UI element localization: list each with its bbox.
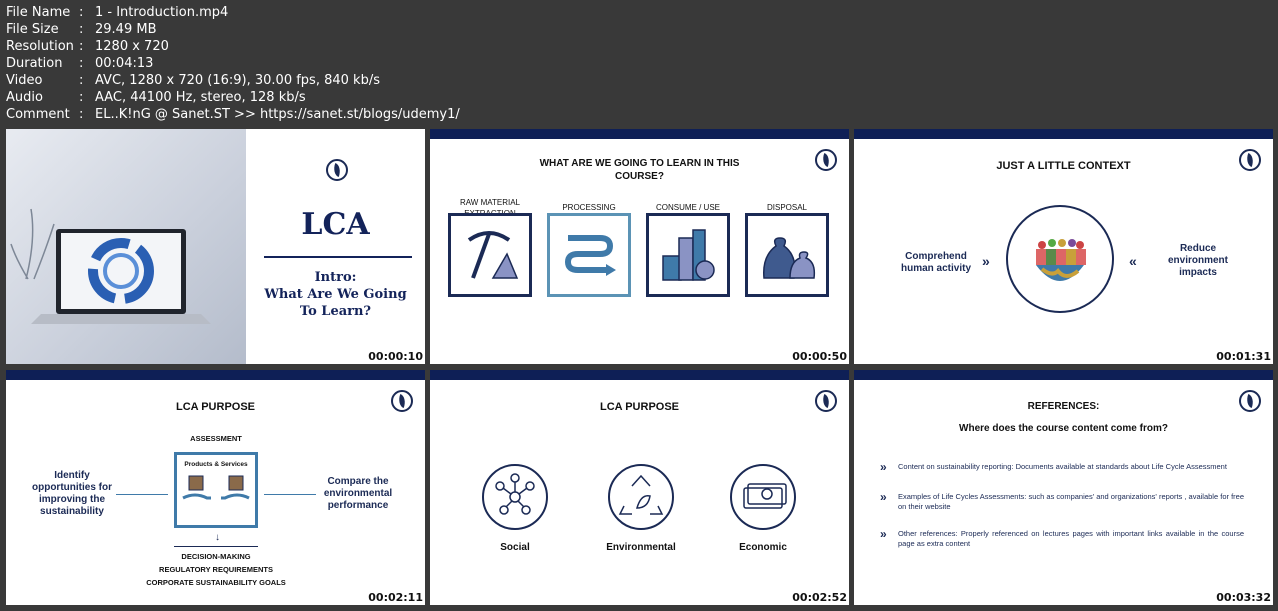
right-caption: Compare the environmental performance — [323, 476, 393, 511]
thumbnail-2[interactable] — [430, 129, 849, 364]
recycle-leaf-icon — [610, 466, 672, 528]
money-icon — [732, 466, 794, 528]
meta-value: 00:04:13 — [95, 56, 154, 71]
meta-row — [6, 89, 460, 106]
laptop-icon — [6, 129, 246, 364]
meta-row — [6, 55, 460, 72]
slide-title: WHAT ARE WE GOING TO LEARN IN THIS COURSE? — [539, 158, 740, 182]
economic-circle — [730, 464, 796, 530]
meta-key: Audio — [6, 90, 43, 105]
chevron-left-icon: « — [1129, 253, 1137, 269]
meta-key: Resolution — [6, 39, 74, 54]
thumbnail-5[interactable] — [430, 370, 849, 605]
network-people-icon — [484, 466, 546, 528]
timestamp: 00:02:52 — [792, 591, 847, 604]
reference-text: Other references: Properly referenced on lectures pages with important links available in the course page as extra content — [898, 529, 1244, 548]
regulatory-label: REGULATORY REQUIREMENTS — [159, 565, 273, 574]
thumbnail-6[interactable] — [854, 370, 1273, 605]
meta-sep: : — [79, 56, 84, 71]
left-caption: Comprehend human activity — [900, 251, 972, 274]
reference-item — [880, 492, 1250, 512]
thumbnail-1[interactable] — [6, 129, 425, 364]
left-caption: Identify opportunities for improving the sustainability — [32, 470, 112, 517]
arrow-left-icon — [264, 494, 316, 495]
slide-subtitle: Intro: What Are We Going To Learn? — [264, 270, 407, 319]
timestamp: 00:00:10 — [368, 350, 423, 363]
thumbnail-4[interactable] — [6, 370, 425, 605]
environmental-label: Environmental — [606, 542, 676, 553]
chevron-right-icon: » — [880, 460, 887, 474]
raw-material-box — [448, 213, 532, 297]
processing-box — [547, 213, 631, 297]
meta-sep: : — [79, 5, 84, 20]
top-bar — [6, 370, 425, 380]
slide-subtitle: Where does the course content come from? — [959, 423, 1168, 434]
top-bar — [430, 129, 849, 139]
meta-row — [6, 106, 460, 123]
timestamp: 00:03:32 — [1216, 591, 1271, 604]
stage-label: CONSUME / USE — [655, 203, 720, 212]
timestamp: 00:02:11 — [368, 591, 423, 604]
meta-value: EL..K!nG @ Sanet.ST >> https://sanet.st/blogs/udemy1/ — [95, 107, 460, 122]
economic-label: Economic — [739, 542, 787, 553]
meta-key: File Size — [6, 22, 59, 37]
laptop-photo — [6, 129, 246, 364]
meta-sep: : — [79, 73, 84, 88]
title-panel — [246, 129, 425, 364]
consume-box — [646, 213, 730, 297]
meta-row — [6, 21, 460, 38]
meta-key: Comment — [6, 107, 70, 122]
bottom-divider — [174, 546, 258, 547]
meta-row — [6, 72, 460, 89]
reference-text: Examples of Life Cycles Assessments: such as companies' and organizations' reports , available for free on their website — [898, 492, 1244, 511]
slide-title: LCA PURPOSE — [599, 401, 680, 413]
stage-label: RAW MATERIAL EXTRACTION — [459, 198, 520, 218]
meta-value: 29.49 MB — [95, 22, 157, 37]
slide-title: LCA PURPOSE — [175, 401, 256, 413]
chevron-right-icon: » — [880, 527, 887, 541]
world-circle — [1006, 205, 1114, 313]
reference-text: Content on sustainability reporting: Documents available at standards about Life Cycle Assessment — [898, 462, 1227, 471]
meta-value: AVC, 1280 x 720 (16:9), 30.00 fps, 840 kb/s — [95, 73, 380, 88]
thumbnail-3[interactable] — [854, 129, 1273, 364]
arrow-right-icon — [116, 494, 168, 495]
meta-sep: : — [79, 22, 84, 37]
decision-label: DECISION-MAKING — [181, 552, 251, 561]
slide-title: LCA — [301, 207, 370, 242]
top-bar — [854, 129, 1273, 139]
social-label: Social — [500, 542, 530, 553]
meta-key: File Name — [6, 5, 71, 20]
assessment-label: ASSESSMENT — [190, 434, 242, 443]
disposal-box — [745, 213, 829, 297]
products-box — [174, 452, 258, 528]
meta-row — [6, 4, 460, 21]
meta-value: 1280 x 720 — [95, 39, 169, 54]
slide-title: REFERENCES: — [1027, 401, 1100, 412]
arrow-down-icon: ↓ — [215, 532, 220, 543]
reference-item — [880, 462, 1250, 472]
environmental-circle — [608, 464, 674, 530]
meta-sep: : — [79, 90, 84, 105]
leaf-logo-icon — [326, 159, 348, 181]
goals-label: CORPORATE SUSTAINABILITY GOALS — [146, 578, 286, 587]
meta-value: 1 - Introduction.mp4 — [95, 5, 229, 20]
products-label: Products & Services — [184, 461, 248, 468]
file-metadata — [6, 4, 460, 123]
stage-label: PROCESSING — [562, 203, 616, 212]
chevron-right-icon: » — [982, 253, 990, 269]
meta-row — [6, 38, 460, 55]
top-bar — [430, 370, 849, 380]
right-caption: Reduce environment impacts — [1167, 243, 1228, 278]
timestamp: 00:01:31 — [1216, 350, 1271, 363]
title-divider — [264, 256, 412, 258]
top-bar — [854, 370, 1273, 380]
stage-label: DISPOSAL — [766, 203, 807, 212]
chevron-right-icon: » — [880, 490, 887, 504]
world-population-icon — [1008, 207, 1112, 311]
groceries-icon — [649, 216, 727, 294]
social-circle — [482, 464, 548, 530]
trash-bags-icon — [748, 216, 826, 294]
meta-sep: : — [79, 39, 84, 54]
process-flow-icon — [550, 216, 628, 294]
meta-key: Video — [6, 73, 43, 88]
pickaxe-icon — [451, 216, 529, 294]
reference-item — [880, 529, 1250, 549]
slide-title: JUST A LITTLE CONTEXT — [996, 160, 1131, 172]
meta-key: Duration — [6, 56, 63, 71]
meta-sep: : — [79, 107, 84, 122]
meta-value: AAC, 44100 Hz, stereo, 128 kb/s — [95, 90, 306, 105]
timestamp: 00:00:50 — [792, 350, 847, 363]
package-hands-icon — [177, 468, 255, 518]
